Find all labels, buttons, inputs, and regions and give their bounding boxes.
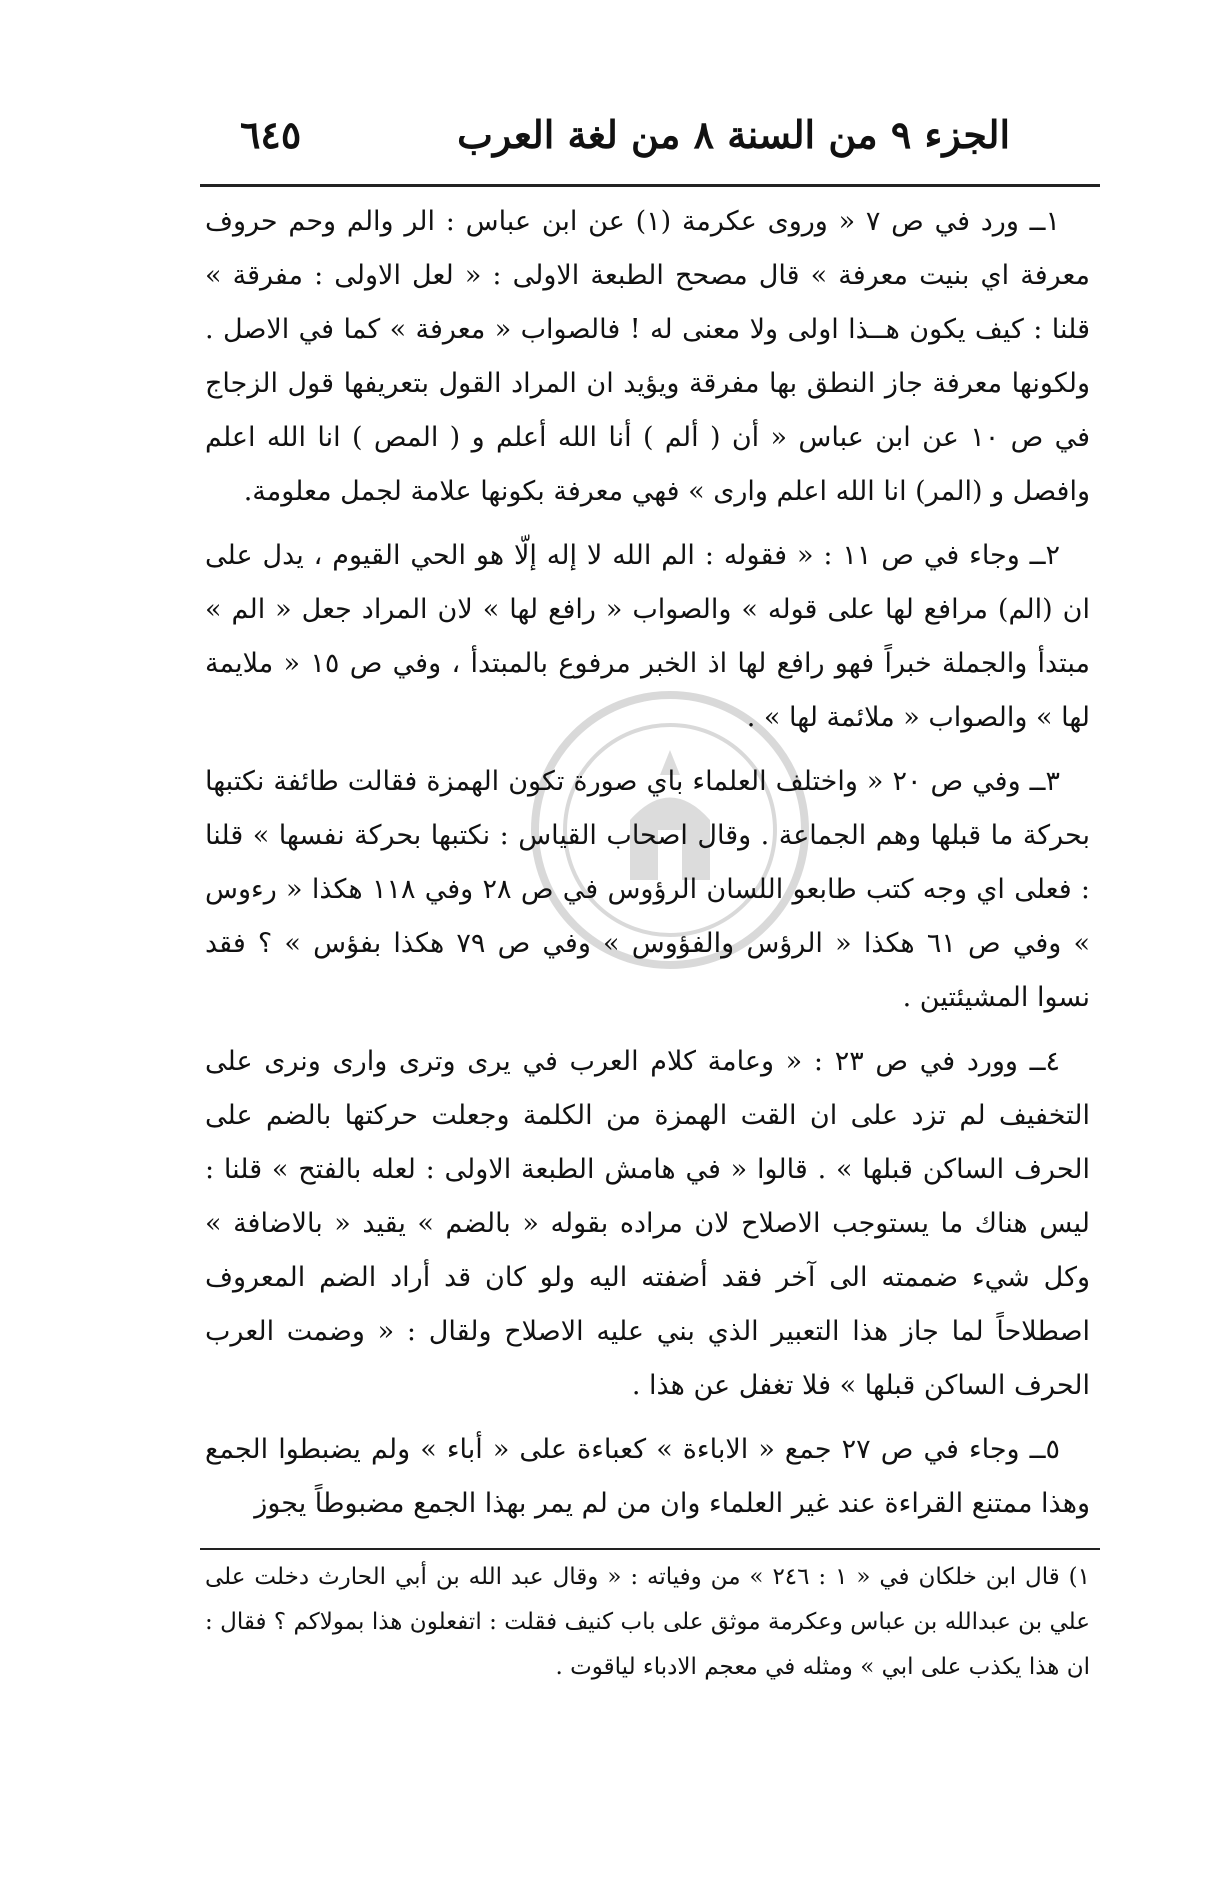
paragraph-2: ٢ــ وجاء في ص ١١ : « فقوله : الم الله لا إله إلّا هو الحي القيوم ، يدل على ان (الم) مرافع لها على قوله » والصواب « رافع لها » لان المراد جعل « الم » مبتدأ والجملة خبراً فهو رافع لها اذ الخبر مرفوع بالمبتدأ ، وفي ص ١٥ « ملايمة لها » والصواب « ملائمة لها » . [205,540,1090,733]
paragraph-1: ١ــ ورد في ص ٧ « وروى عكرمة (١) عن ابن عباس : الر والم وحم حروف معرفة اي بنيت معرفة » قال مصحح الطبعة الاولى : « لعل الاولى : مفرقة » قلنا : كيف يكون هــذا اولى ولا معنى له ! فالصواب « معرفة » كما في الاصل . ولكونها معرفة جاز النطق بها مفرقة ويؤيد ان المراد القول بتعريفها قول الزجاج في ص ١٠ عن ابن عباس « أن ( ألم ) أنا الله أعلم و ( المص ) انا الله اعلم وافصل و (المر) انا الله اعلم وارى » فهي معرفة بكونها علامة لجمل معلومة. [205,206,1091,507]
footnote: ١) قال ابن خلكان في « ١ : ٢٤٦ » من وفياته : « وقال عبد الله بن أبي الحارث دخلت على علي بن عبدالله بن عباس وعكرمة موثق على باب كنيف فقلت : اتفعلون هذا بمولاكم ؟ فقال : ان هذا يكذب على ابي » ومثله في معجم الادباء لياقوت . [205,1564,1090,1680]
body-text [205,195,1090,1541]
page-header [240,112,1010,182]
paragraph-4: ٤ــ وورد في ص ٢٣ : « وعامة كلام العرب في يرى وترى وارى ونرى على التخفيف لم تزد على ان القت الهمزة من الكلمة وجعلت حركتها بالضم على الحرف الساكن قبلها » . قالوا « في هامش الطبعة الاولى : لعله بالفتح » قلنا : ليس هناك ما يستوجب الاصلاح لان مراده بقوله « بالضم » يقيد « بالاضافة » وكل شيء ضممته الى آخر فقد أضفته اليه ولو كان قد أراد الضم المعروف اصطلاحاً لما جاز هذا التعبير الذي بني عليه الاصلاح ولقال : « وضمت العرب الحرف الساكن قبلها » فلا تغفل عن هذا . [205,1046,1090,1401]
running-title: الجزء ٩ من السنة ٨ من لغة العرب [457,112,1010,157]
paragraph-3: ٣ــ وفي ص ٢٠ « واختلف العلماء باي صورة تكون الهمزة فقالت طائفة نكتبها بحركة ما قبلها وهم الجماعة . وقال اصحاب القياس : نكتبها بحركة نفسها » قلنا : فعلى اي وجه كتب طابعو اللسان الرؤوس في ص ٢٨ وفي ١١٨ هكذا « رءوس » وفي ص ٦١ هكذا « الرؤس والفؤوس » وفي ص ٧٩ هكذا بفؤس » ؟ فقد نسوا المشيئتين . [205,766,1091,1013]
footnote-rule [200,1548,1100,1550]
page-number: ٦٤٥ [240,112,302,157]
paragraph-5: ٥ــ وجاء في ص ٢٧ جمع « الاباءة » كعباءة على « أباء » ولم يضبطوا الجمع وهذا ممتنع القراءة عند غير العلماء وان من لم يمر بهذا الجمع مضبوطاً يجوز [205,1434,1090,1519]
header-rule [200,184,1100,187]
